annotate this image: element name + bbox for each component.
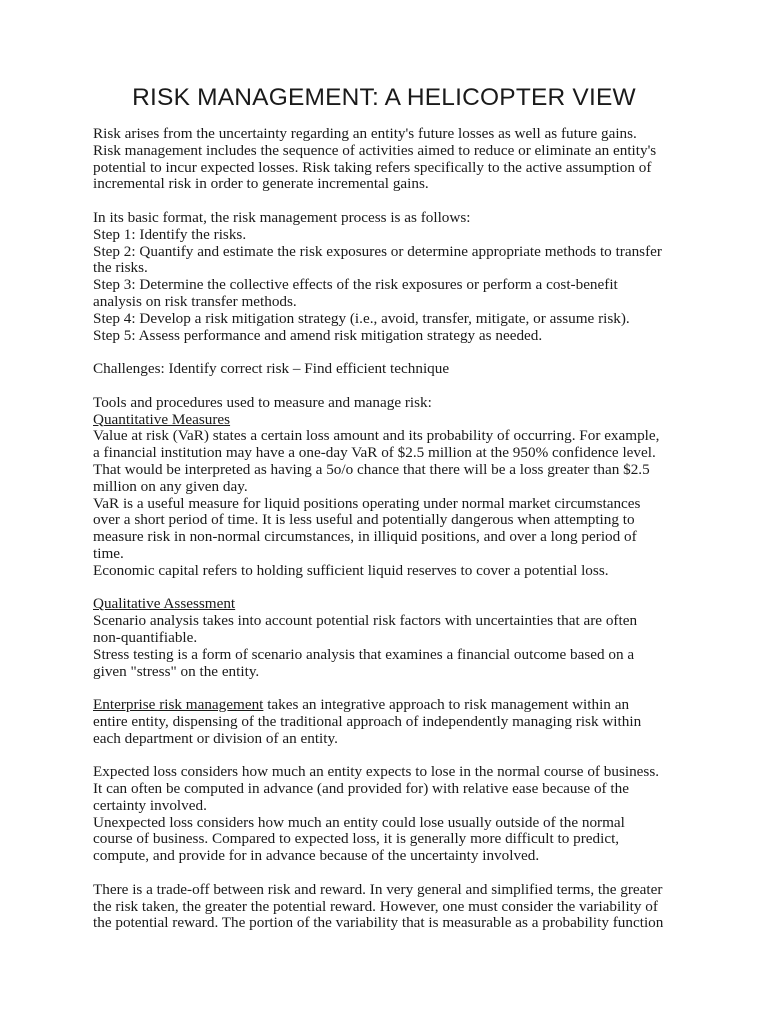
text-line: a financial institution may have a one-day VaR of $2.5 million at the 950% confidence level. <box>93 444 656 462</box>
challenges-line: Challenges: Identify correct risk – Find efficient technique <box>93 360 450 378</box>
text-line: Economic capital refers to holding sufficient liquid reserves to cover a potential loss. <box>93 561 609 579</box>
text-line: time. <box>93 544 124 562</box>
text-line: Risk arises from the uncertainty regarding an entity's future losses as well as future gains. <box>93 125 637 142</box>
text-line: over a short period of time. It is less useful and potentially dangerous when attempting to <box>93 511 635 529</box>
text-line: incremental risk in order to generate incremental gains. <box>93 175 429 193</box>
text-line: It can often be computed in advance (and provided for) with relative ease because of the <box>93 780 629 798</box>
qualitative-section <box>93 596 693 680</box>
text-line: entire entity, dispensing of the traditional approach of independently managing risk within <box>93 712 642 730</box>
text-line: Step 4: Develop a risk mitigation strategy (i.e., avoid, transfer, mitigate, or assume risk). <box>93 309 630 327</box>
text-line: given "stress" on the entity. <box>93 662 260 680</box>
qualitative-heading: Qualitative Assessment <box>93 595 236 613</box>
text-line: million on any given day. <box>93 477 248 495</box>
text-line: Value at risk (VaR) states a certain loss amount and its probability of occurring. For example, <box>93 427 660 445</box>
quantitative-heading: Quantitative Measures <box>93 410 231 428</box>
text-line: course of business. Compared to expected loss, it is generally more difficult to predict, <box>93 830 620 848</box>
document-body <box>93 126 693 932</box>
text-line: each department or division of an entity. <box>93 729 338 747</box>
text-line: non-quantifiable. <box>93 628 198 646</box>
tools-intro: Tools and procedures used to measure and manage risk: <box>93 393 432 411</box>
text-line: the risks. <box>93 259 148 277</box>
erm-paragraph <box>93 697 693 747</box>
text-line: measure risk in non-normal circumstances, in illiquid positions, and over a long period of <box>93 528 637 546</box>
text-line: In its basic format, the risk management process is as follows: <box>93 208 471 226</box>
erm-term: Enterprise risk management <box>93 696 264 714</box>
text-line: the risk taken, the greater the potential reward. However, one must consider the variability of <box>93 897 658 915</box>
text-line: Step 2: Quantify and estimate the risk exposures or determine appropriate methods to transfer <box>93 242 662 260</box>
text-line: Step 1: Identify the risks. <box>93 225 247 243</box>
text-line: compute, and provide for in advance because of the uncertainty involved. <box>93 847 540 865</box>
tradeoff-paragraph <box>93 882 693 932</box>
text-line: potential to incur expected losses. Risk taking refers specifically to the active assumption of <box>93 158 652 176</box>
text-line: That would be interpreted as having a 5o/o chance that there will be a loss greater than $2.5 <box>93 460 650 478</box>
process-paragraph <box>93 210 693 344</box>
text-line: analysis on risk transfer methods. <box>93 292 297 310</box>
text-line: the potential reward. The portion of the variability that is measurable as a probability function <box>93 914 664 932</box>
text-line: Stress testing is a form of scenario analysis that examines a financial outcome based on a <box>93 645 635 663</box>
page-title: RISK MANAGEMENT: A HELICOPTER VIEW <box>132 84 636 111</box>
loss-paragraph <box>93 764 693 865</box>
text-line: Step 5: Assess performance and amend risk mitigation strategy as needed. <box>93 326 543 344</box>
text-line <box>93 697 693 714</box>
text-line: VaR is a useful measure for liquid positions operating under normal market circumstances <box>93 494 641 512</box>
text-line: Step 3: Determine the collective effects of the risk exposures or perform a cost-benefit <box>93 276 618 294</box>
erm-first-line-rest: takes an integrative approach to risk management within an <box>263 696 630 714</box>
tools-section <box>93 395 693 580</box>
text-line: There is a trade-off between risk and reward. In very general and simplified terms, the greater <box>93 880 663 898</box>
text-line: Scenario analysis takes into account potential risk factors with uncertainties that are often <box>93 612 638 630</box>
text-line: Expected loss considers how much an entity expects to lose in the normal course of business. <box>93 763 660 781</box>
intro-paragraph <box>93 126 693 193</box>
text-line: Unexpected loss considers how much an entity could lose usually outside of the normal <box>93 813 625 831</box>
text-line: certainty involved. <box>93 796 207 814</box>
text-line: Risk management includes the sequence of activities aimed to reduce or eliminate an entity's <box>93 141 657 159</box>
